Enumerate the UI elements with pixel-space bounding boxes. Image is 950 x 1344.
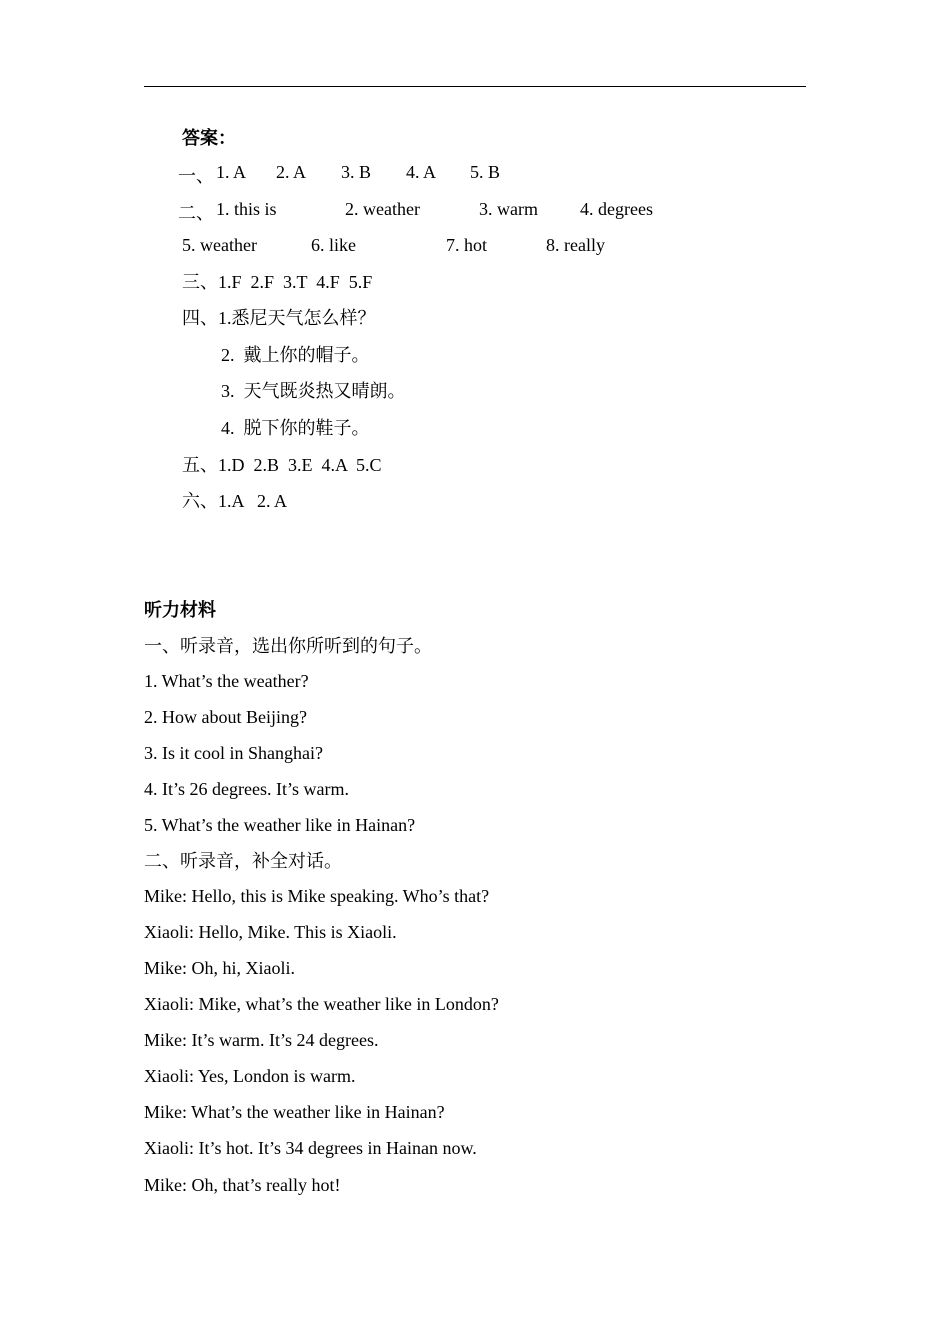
answers-section-3: 三、1.F 2.F 3.T 4.F 5.F	[182, 272, 373, 292]
header-rule	[144, 86, 806, 87]
part-1-line: 2. How about Beijing?	[144, 707, 307, 727]
dialogue-line: Mike: Hello, this is Mike speaking. Who’s that?	[144, 886, 490, 906]
answer-item: 5. weather	[182, 235, 257, 255]
section-2-prefix: 二、	[178, 203, 214, 223]
answers-section-4-item: 3. 天气既炎热又晴朗。	[221, 381, 406, 401]
answer-item: 2. A	[276, 162, 307, 182]
answers-section-4-first: 四、1.悉尼天气怎么样？	[182, 308, 376, 328]
part-2-heading: 二、听录音，补全对话。	[144, 851, 342, 871]
answer-item: 5. B	[470, 162, 501, 182]
part-1-line: 4. It’s 26 degrees. It’s warm.	[144, 779, 349, 799]
answer-item: 1. A	[216, 162, 247, 182]
part-1-heading: 一、听录音，选出你所听到的句子。	[144, 636, 432, 656]
answers-section-4-item: 2. 戴上你的帽子。	[221, 345, 370, 365]
listening-title: 听力材料	[144, 600, 216, 620]
dialogue-line: Mike: What’s the weather like in Hainan?	[144, 1102, 445, 1122]
part-1-line: 1. What’s the weather?	[144, 671, 309, 691]
answer-item: 1. this is	[216, 199, 277, 219]
dialogue-line: Xiaoli: Mike, what’s the weather like in London?	[144, 994, 499, 1014]
answers-section-6: 六、1.A 2. A	[182, 491, 288, 511]
dialogue-line: Xiaoli: Yes, London is warm.	[144, 1066, 356, 1086]
section-1-prefix: 一、	[178, 166, 214, 186]
answer-item: 6. like	[311, 235, 356, 255]
answers-section-4-item: 4. 脱下你的鞋子。	[221, 418, 370, 438]
dialogue-line: Xiaoli: It’s hot. It’s 34 degrees in Hainan now.	[144, 1138, 477, 1158]
answer-item: 4. A	[406, 162, 437, 182]
part-1-line: 3. Is it cool in Shanghai?	[144, 743, 323, 763]
answers-section-5: 五、1.D 2.B 3.E 4.A 5.C	[182, 455, 382, 475]
answer-item: 3. warm	[479, 199, 538, 219]
answer-item: 3. B	[341, 162, 372, 182]
part-1-line: 5. What’s the weather like in Hainan?	[144, 815, 416, 835]
dialogue-line: Mike: It’s warm. It’s 24 degrees.	[144, 1030, 379, 1050]
answers-title: 答案：	[182, 128, 236, 148]
answer-item: 2. weather	[345, 199, 420, 219]
answer-item: 8. really	[546, 235, 605, 255]
dialogue-line: Mike: Oh, hi, Xiaoli.	[144, 958, 295, 978]
answer-item: 4. degrees	[580, 199, 653, 219]
dialogue-line: Mike: Oh, that’s really hot!	[144, 1175, 341, 1195]
dialogue-line: Xiaoli: Hello, Mike. This is Xiaoli.	[144, 922, 397, 942]
answer-item: 7. hot	[446, 235, 488, 255]
